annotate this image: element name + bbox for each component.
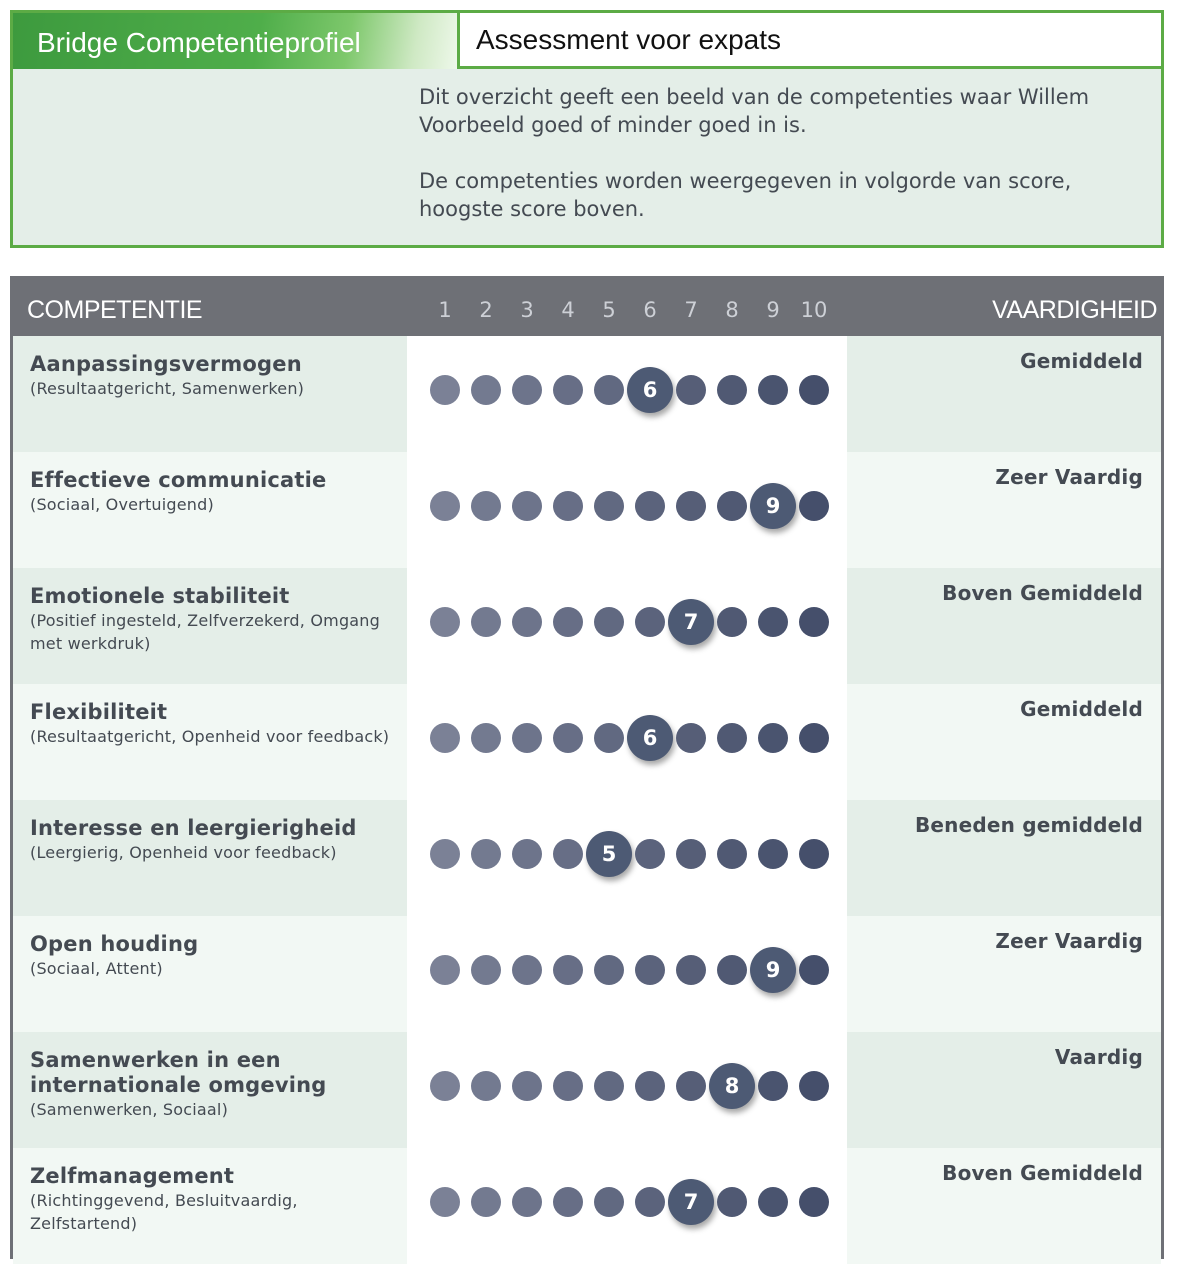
skill-level: Zeer Vaardig [995, 929, 1143, 953]
table-row [13, 568, 1161, 684]
column-header-competence: COMPETENTIE [27, 296, 203, 324]
competence-name: Flexibiliteit [30, 700, 168, 724]
competence-label [30, 932, 400, 980]
table-row [13, 452, 1161, 568]
scale-dot [594, 491, 624, 521]
scale-dot [676, 955, 706, 985]
scale-dot [758, 723, 788, 753]
scale-dot [676, 375, 706, 405]
scale-number: 6 [643, 298, 657, 322]
scale-number: 10 [800, 298, 828, 322]
scale-dot [512, 1071, 542, 1101]
score-badge: 9 [750, 483, 796, 529]
scale-dot [553, 1071, 583, 1101]
scale-dot [799, 607, 829, 637]
scale-dot [430, 375, 460, 405]
table-header [13, 279, 1161, 336]
score-scale [407, 1032, 847, 1148]
intro-box [10, 10, 1164, 248]
skill-level-cell [847, 684, 1161, 800]
scale-dot [717, 1187, 747, 1217]
skill-level: Beneden gemiddeld [914, 813, 1143, 837]
column-header-skill: VAARDIGHEID [992, 296, 1157, 324]
competence-cell [13, 1148, 407, 1264]
scale-number: 8 [725, 298, 739, 322]
scale-dot [512, 491, 542, 521]
competence-cell [13, 800, 407, 916]
scale-dot [758, 1071, 788, 1101]
scale-dot [430, 955, 460, 985]
scale-dot [512, 839, 542, 869]
scale-dot [799, 723, 829, 753]
table-row [13, 1032, 1161, 1148]
scale-dot [594, 375, 624, 405]
scale-dot [594, 955, 624, 985]
score-badge: 8 [709, 1063, 755, 1109]
competence-label [30, 816, 400, 864]
scale-dot [635, 607, 665, 637]
competence-cell [13, 684, 407, 800]
scale-dot [430, 1187, 460, 1217]
scale-dot [676, 491, 706, 521]
competence-subskills: (Leergierig, Openheid voor feedback) [30, 843, 337, 862]
scale-dot [594, 607, 624, 637]
competence-label [30, 1164, 400, 1235]
competence-subskills: (Samenwerken, Sociaal) [30, 1100, 229, 1119]
competence-name: Samenwerken in een internationale omgeving [30, 1048, 327, 1097]
scale-dot [553, 839, 583, 869]
intro-paragraph-1: Dit overzicht geeft een beeld van de competenties waar Willem Voorbeeld goed of minder goed in is. [419, 85, 1090, 137]
scale-dot [717, 491, 747, 521]
competence-table [10, 276, 1164, 1259]
competence-subskills: (Sociaal, Overtuigend) [30, 495, 214, 514]
scale-dot [471, 839, 501, 869]
score-badge: 5 [586, 831, 632, 877]
competence-name: Zelfmanagement [30, 1164, 235, 1188]
skill-level-cell [847, 800, 1161, 916]
scale-dot [553, 955, 583, 985]
scale-dot [635, 955, 665, 985]
scale-dot [676, 1071, 706, 1101]
scale-dot [799, 491, 829, 521]
score-scale [407, 336, 847, 452]
score-scale [407, 1148, 847, 1264]
score-badge: 6 [627, 715, 673, 761]
skill-level: Zeer Vaardig [995, 465, 1143, 489]
skill-level-cell [847, 1032, 1161, 1148]
score-scale [407, 568, 847, 684]
table-row [13, 916, 1161, 1032]
scale-dot [512, 955, 542, 985]
scale-dot [553, 607, 583, 637]
competence-cell [13, 916, 407, 1032]
scale-dot [635, 1071, 665, 1101]
scale-dot [758, 839, 788, 869]
competence-name: Emotionele stabiliteit [30, 584, 290, 608]
scale-dot [635, 491, 665, 521]
scale-dot [717, 839, 747, 869]
scale-dot [553, 375, 583, 405]
scale-number: 9 [766, 298, 780, 322]
scale-dot [553, 723, 583, 753]
scale-dot [717, 955, 747, 985]
score-scale [407, 800, 847, 916]
intro-paragraph-2: De competenties worden weergegeven in volgorde van score, hoogste score boven. [419, 169, 1072, 221]
skill-level: Gemiddeld [1020, 697, 1143, 721]
scale-dot [799, 1071, 829, 1101]
competence-subskills: (Sociaal, Attent) [30, 959, 163, 978]
competence-name: Open houding [30, 932, 199, 956]
scale-dot [594, 1071, 624, 1101]
scale-dot [676, 839, 706, 869]
score-scale [407, 452, 847, 568]
scale-dot [635, 839, 665, 869]
scale-dot [799, 1187, 829, 1217]
skill-level: Vaardig [1054, 1045, 1143, 1069]
skill-level-cell [847, 1148, 1161, 1264]
scale-dot [799, 839, 829, 869]
competence-name: Aanpassingsvermogen [30, 352, 302, 376]
scale-number: 3 [520, 298, 534, 322]
table-row [13, 1148, 1161, 1264]
scale-dot [512, 607, 542, 637]
intro-text [419, 83, 1159, 251]
competence-subskills: (Positief ingesteld, Zelfverzekerd, Omgang met werkdruk) [30, 611, 381, 653]
scale-number: 4 [561, 298, 575, 322]
scale-dot [676, 723, 706, 753]
score-scale [407, 916, 847, 1032]
competence-label [30, 468, 400, 516]
scale-dot [471, 1071, 501, 1101]
skill-level-cell [847, 916, 1161, 1032]
scale-dot [430, 839, 460, 869]
competence-name: Effectieve communicatie [30, 468, 327, 492]
skill-level: Gemiddeld [1020, 349, 1143, 373]
scale-dot [512, 1187, 542, 1217]
competence-cell [13, 336, 407, 452]
intro-header [13, 13, 1161, 69]
competence-label [30, 352, 400, 400]
score-badge: 7 [668, 1179, 714, 1225]
score-badge: 9 [750, 947, 796, 993]
scale-dot [758, 1187, 788, 1217]
table-row [13, 336, 1161, 452]
scale-dot [799, 955, 829, 985]
scale-dot [512, 375, 542, 405]
scale-dot [471, 955, 501, 985]
competence-cell [13, 452, 407, 568]
scale-number: 5 [602, 298, 616, 322]
scale-dot [430, 723, 460, 753]
competence-subskills: (Resultaatgericht, Samenwerken) [30, 379, 305, 398]
scale-dot [717, 607, 747, 637]
skill-level-cell [847, 452, 1161, 568]
competence-label [30, 1048, 400, 1121]
skill-level-cell [847, 336, 1161, 452]
skill-level-cell [847, 568, 1161, 684]
competence-label [30, 584, 400, 655]
scale-dot [799, 375, 829, 405]
scale-dot [471, 1187, 501, 1217]
report-subtitle: Assessment voor expats [457, 13, 1161, 69]
competence-cell [13, 1032, 407, 1148]
scale-dot [512, 723, 542, 753]
scale-dot [553, 491, 583, 521]
score-badge: 6 [627, 367, 673, 413]
scale-dot [553, 1187, 583, 1217]
scale-dot [471, 375, 501, 405]
competence-name: Interesse en leergierigheid [30, 816, 357, 840]
scale-dot [758, 607, 788, 637]
scale-dot [471, 491, 501, 521]
scale-dot [471, 723, 501, 753]
scale-dot [471, 607, 501, 637]
brand-title: Bridge Competentieprofiel [13, 13, 457, 69]
scale-dot [635, 1187, 665, 1217]
competence-cell [13, 568, 407, 684]
scale-dot [758, 375, 788, 405]
scale-number: 1 [438, 298, 452, 322]
scale-dot [430, 491, 460, 521]
skill-level: Boven Gemiddeld [942, 581, 1143, 605]
competence-label [30, 700, 400, 748]
scale-dot [594, 1187, 624, 1217]
score-scale [407, 684, 847, 800]
scale-dot [430, 607, 460, 637]
table-row [13, 684, 1161, 800]
scale-dot [430, 1071, 460, 1101]
scale-dot [717, 375, 747, 405]
table-row [13, 800, 1161, 916]
scale-number: 7 [684, 298, 698, 322]
competence-subskills: (Resultaatgericht, Openheid voor feedback) [30, 727, 390, 746]
scale-dot [594, 723, 624, 753]
competence-subskills: (Richtinggevend, Besluitvaardig, Zelfstartend) [30, 1191, 298, 1233]
skill-level: Boven Gemiddeld [942, 1161, 1143, 1185]
scale-dot [717, 723, 747, 753]
scale-number: 2 [479, 298, 493, 322]
score-badge: 7 [668, 599, 714, 645]
